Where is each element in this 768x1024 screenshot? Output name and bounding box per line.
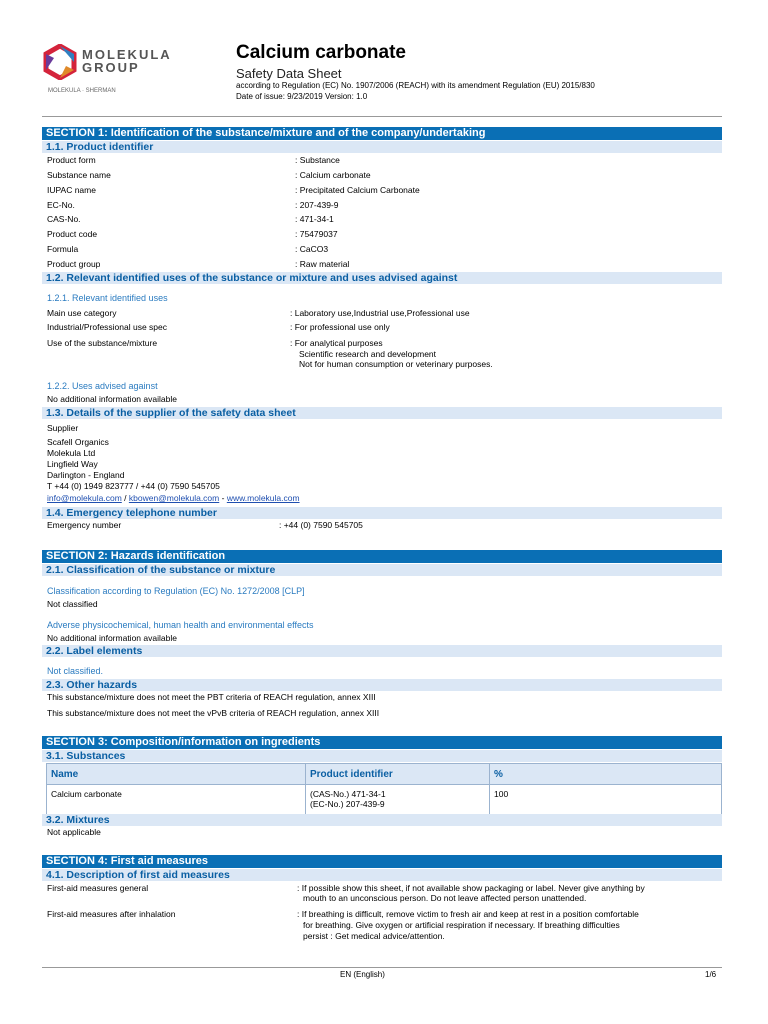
first-aid-general-value: : If possible show this sheet, if not available show packaging or label. Never give anything by	[297, 883, 645, 893]
ingredients-table	[46, 763, 722, 818]
first-aid-general-value: mouth to an unconscious person. Do not leave affected person unattended.	[303, 893, 587, 903]
identifier-value: : Calcium carbonate	[295, 170, 371, 180]
supplier-line: Scafell Organics	[47, 437, 109, 447]
use-label: Main use category	[47, 308, 117, 318]
supplier-line: Molekula Ltd	[47, 448, 96, 458]
supplier-line: T +44 (0) 1949 823777 / +44 (0) 7590 545705	[47, 481, 220, 491]
adverse-heading: Adverse physicochemical, human health and environmental effects	[47, 620, 314, 630]
subsection-3-1: 3.1. Substances	[42, 750, 722, 762]
identifier-label: EC-No.	[47, 200, 75, 210]
identifier-value: : 207-439-9	[295, 200, 339, 210]
contact-separator: /	[121, 493, 129, 503]
identifier-label: Substance name	[47, 170, 111, 180]
section-4-header: SECTION 4: First aid measures	[42, 855, 722, 868]
section-3-header: SECTION 3: Composition/information on ingredients	[42, 736, 722, 749]
mixtures-text: Not applicable	[47, 827, 101, 837]
footer-divider	[42, 967, 722, 968]
use-value-extra: Not for human consumption or veterinary purposes.	[299, 359, 493, 369]
identifier-value: : Substance	[295, 155, 340, 165]
website-link[interactable]: www.molekula.com	[226, 493, 300, 503]
email-link-kbowen[interactable]: kbowen@molekula.com	[128, 493, 220, 503]
other-hazard-vpvb: This substance/mixture does not meet the vPvB criteria of REACH regulation, annex XIII	[47, 708, 380, 718]
identifier-label: Product code	[47, 229, 98, 239]
table-header-name: Name	[47, 764, 306, 785]
identifier-label: Product group	[47, 259, 101, 269]
emergency-value: : +44 (0) 7590 545705	[279, 520, 363, 530]
supplier-line: Lingfield Way	[47, 459, 98, 469]
email-link-info[interactable]: info@molekula.com	[47, 493, 122, 503]
first-aid-inhalation-value: : If breathing is difficult, remove victim to fresh air and keep at rest in a position comfortable	[297, 909, 639, 919]
table-row	[47, 785, 722, 818]
use-value: : For analytical purposes	[290, 338, 383, 348]
section-1-header: SECTION 1: Identification of the substance/mixture and of the company/undertaking	[42, 127, 722, 140]
supplier-contacts	[47, 493, 300, 503]
footer-language: EN (English)	[340, 970, 385, 979]
logo-sub-text: MOLEKULA · SHERMAN	[48, 88, 116, 94]
subsection-2-3: 2.3. Other hazards	[42, 679, 722, 691]
identifier-value: : Precipitated Calcium Carbonate	[295, 185, 420, 195]
clp-text: Not classified	[47, 599, 98, 609]
subsection-4-1: 4.1. Description of first aid measures	[42, 869, 722, 881]
ingredient-percent: 100	[490, 785, 722, 818]
identifier-value: : 471-34-1	[295, 214, 334, 224]
first-aid-general-label: First-aid measures general	[47, 883, 149, 893]
use-label: Industrial/Professional use spec	[47, 322, 168, 332]
advised-text: No additional information available	[47, 394, 177, 404]
hexagon-logo-icon	[42, 44, 78, 80]
subsection-1-1: 1.1. Product identifier	[42, 141, 722, 153]
subsection-1-3: 1.3. Details of the supplier of the safety data sheet	[42, 407, 722, 419]
table-header-row	[47, 764, 722, 785]
identifier-label: Product form	[47, 155, 96, 165]
subsection-2-1: 2.1. Classification of the substance or mixture	[42, 564, 722, 576]
identifier-value: : Raw material	[295, 259, 350, 269]
identifier-label: Formula	[47, 244, 79, 254]
ingredient-name: Calcium carbonate	[47, 785, 306, 818]
subsection-1-2: 1.2. Relevant identified uses of the substance or mixture and uses advised against	[42, 272, 722, 284]
use-value-extra: Scientific research and development	[299, 349, 437, 359]
molekula-logo	[42, 42, 222, 108]
ingredient-identifier	[306, 785, 490, 818]
ec-number: (EC-No.) 207-439-9	[310, 799, 385, 809]
other-hazard-pbt: This substance/mixture does not meet the PBT criteria of REACH regulation, annex XIII	[47, 692, 376, 702]
identifier-value: : CaCO3	[295, 244, 329, 254]
supplier-line: Darlington - England	[47, 470, 125, 480]
use-value: : Laboratory use,Industrial use,Professional use	[290, 308, 470, 318]
identifier-label: IUPAC name	[47, 185, 96, 195]
header-divider	[42, 116, 722, 117]
label-elements-text: Not classified.	[47, 666, 104, 676]
cas-number: (CAS-No.) 471-34-1	[310, 789, 386, 799]
identifier-value: : 75479037	[295, 229, 338, 239]
clp-heading: Classification according to Regulation (EC) No. 1272/2008 [CLP]	[47, 586, 305, 596]
first-aid-inhalation-label: First-aid measures after inhalation	[47, 909, 176, 919]
subsection-1-4: 1.4. Emergency telephone number	[42, 507, 722, 519]
section-2-header: SECTION 2: Hazards identification	[42, 550, 722, 563]
use-label: Use of the substance/mixture	[47, 338, 158, 348]
subsection-3-2: 3.2. Mixtures	[42, 814, 722, 826]
table-header-percent: %	[490, 764, 722, 785]
emergency-label: Emergency number	[47, 520, 122, 530]
issue-date: Date of issue: 9/23/2019 Version: 1.0	[236, 92, 368, 101]
uses-heading: 1.2.1. Relevant identified uses	[47, 293, 168, 303]
adverse-text: No additional information available	[47, 633, 177, 643]
first-aid-inhalation-value: for breathing. Give oxygen or artificial respiration if necessary. If breathing difficulties	[303, 920, 620, 930]
advised-heading: 1.2.2. Uses advised against	[47, 381, 158, 391]
document-subtitle: Safety Data Sheet	[236, 66, 342, 81]
identifier-label: CAS-No.	[47, 214, 81, 224]
logo-text: MOLEKULA GROUP	[82, 47, 172, 75]
footer-page-number: 1/6	[705, 970, 717, 979]
subsection-2-2: 2.2. Label elements	[42, 645, 722, 657]
first-aid-inhalation-value: persist : Get medical advice/attention.	[303, 931, 445, 941]
product-title: Calcium carbonate	[236, 42, 406, 63]
use-value: : For professional use only	[290, 322, 390, 332]
regulation-text: according to Regulation (EC) No. 1907/2006 (REACH) with its amendment Regulation (EU) 2015/830	[236, 81, 595, 90]
supplier-label: Supplier	[47, 423, 79, 433]
table-header-identifier: Product identifier	[306, 764, 490, 785]
contact-separator: -	[219, 493, 227, 503]
